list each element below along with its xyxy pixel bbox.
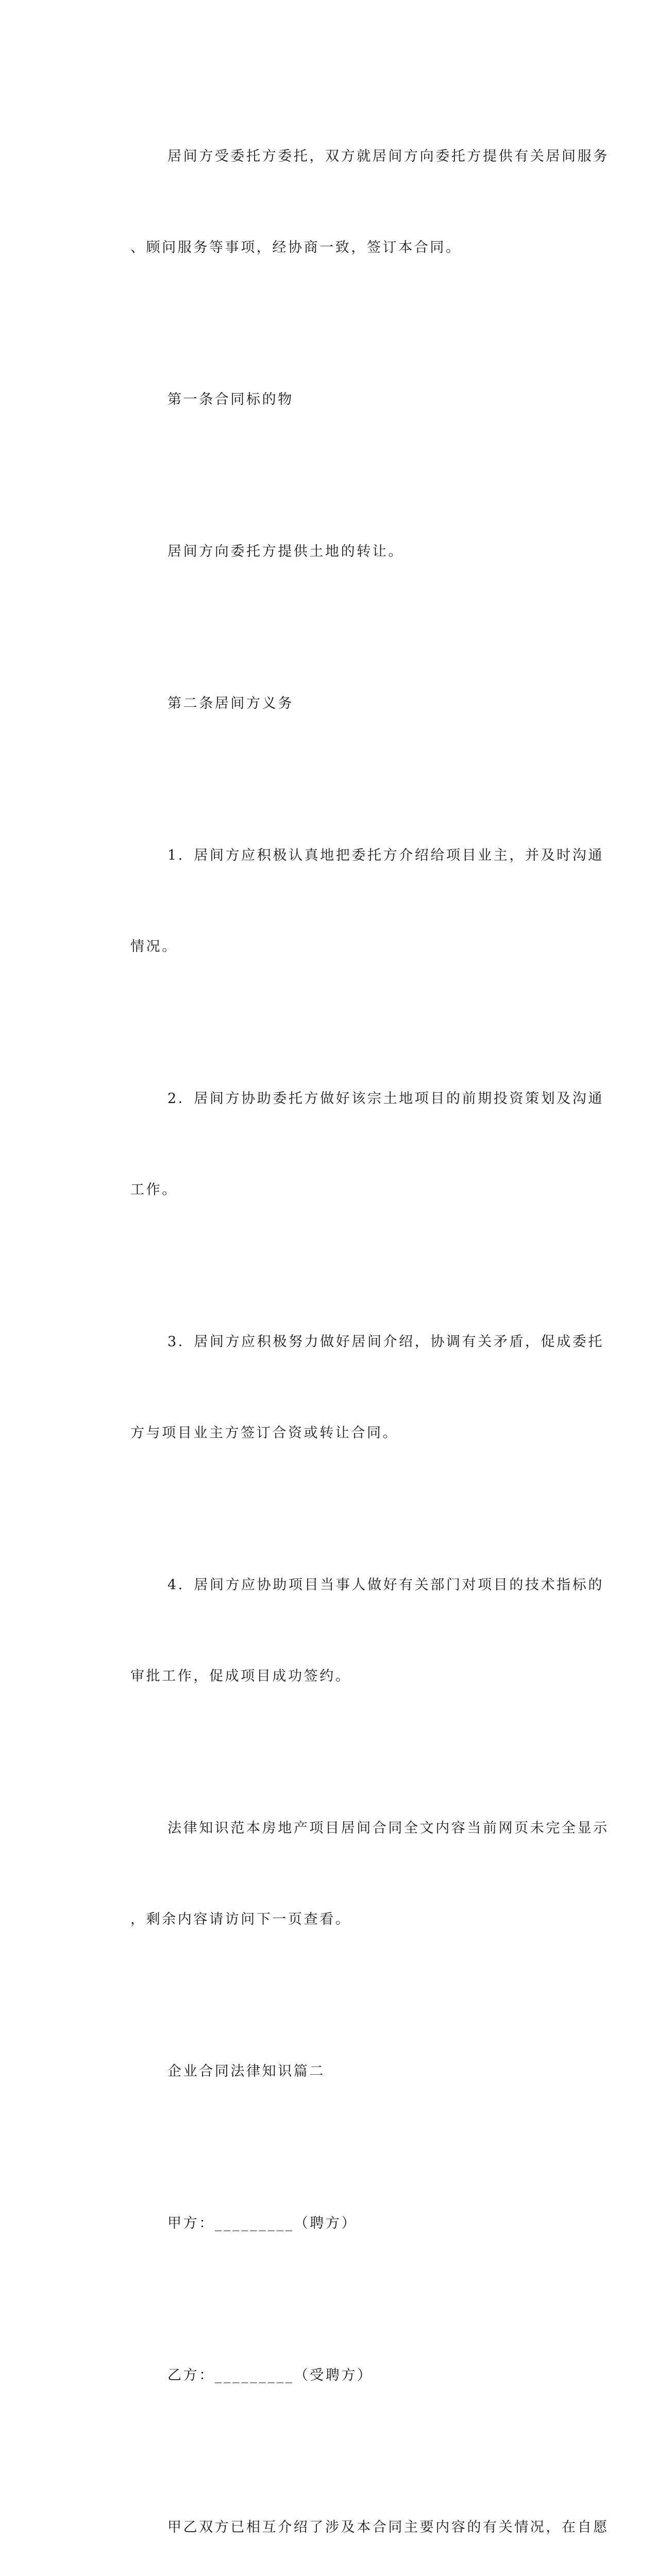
text-line: 3．居间方应积极努力做好居间介绍，协调有关矛盾，促成委托 — [167, 1334, 604, 1350]
text-line: 乙方：_________（受聘方） — [167, 2367, 373, 2383]
text-line: 情况。 — [130, 939, 178, 955]
agreement-preamble — [93, 2451, 609, 2576]
text-line: 审批工作，促成项目成功签约。 — [130, 1668, 351, 1684]
text-line: 居间方受委托方委托，双方就居间方向委托方提供有关居间服务 — [167, 148, 609, 164]
article-2-item-4 — [93, 1509, 604, 1752]
article-2-item-3 — [93, 1266, 604, 1509]
article-2-heading — [93, 628, 536, 779]
document-body — [93, 80, 609, 2576]
text-line: 、顾问服务等事项，经协商一致，签订本合同。 — [130, 240, 462, 256]
continuation-notice — [93, 1752, 609, 1995]
party-a-line — [93, 2147, 536, 2299]
section-title — [93, 1995, 536, 2147]
text-line: 居间方向委托方提供土地的转让。 — [167, 544, 404, 560]
text-line: 甲乙双方已相互介绍了涉及本合同主要内容的有关情况，在自愿 — [167, 2519, 609, 2535]
text-line: 法律知识范本房地产项目居间合同全文内容当前网页未完全显示 — [167, 1820, 609, 1836]
text-line: 第一条合同标的物 — [167, 392, 294, 408]
text-line: 2．居间方协助委托方做好该宗土地项目的前期投资策划及沟通 — [167, 1091, 604, 1107]
text-line: 甲方：_________（聘方） — [167, 2215, 358, 2231]
text-line: 4．居间方应协助项目当事人做好有关部门对项目的技术指标的 — [167, 1577, 604, 1593]
paragraph-intro — [93, 80, 609, 324]
text-line: 企业合同法律知识篇二 — [167, 2063, 325, 2079]
party-b-line — [93, 2299, 536, 2451]
article-1-body — [93, 476, 536, 628]
article-2-item-1 — [93, 779, 604, 1023]
text-line: 1．居间方应积极认真地把委托方介绍给项目业主，并及时沟通 — [167, 848, 604, 863]
text-line: 第二条居间方义务 — [167, 696, 294, 711]
text-line: ，剩余内容请访问下一页查看。 — [130, 1911, 351, 1927]
text-line: 方与项目业主方签订合资或转让合同。 — [130, 1425, 399, 1441]
text-line: 工作。 — [130, 1182, 178, 1198]
article-1-heading — [93, 324, 536, 476]
article-2-item-2 — [93, 1023, 604, 1266]
